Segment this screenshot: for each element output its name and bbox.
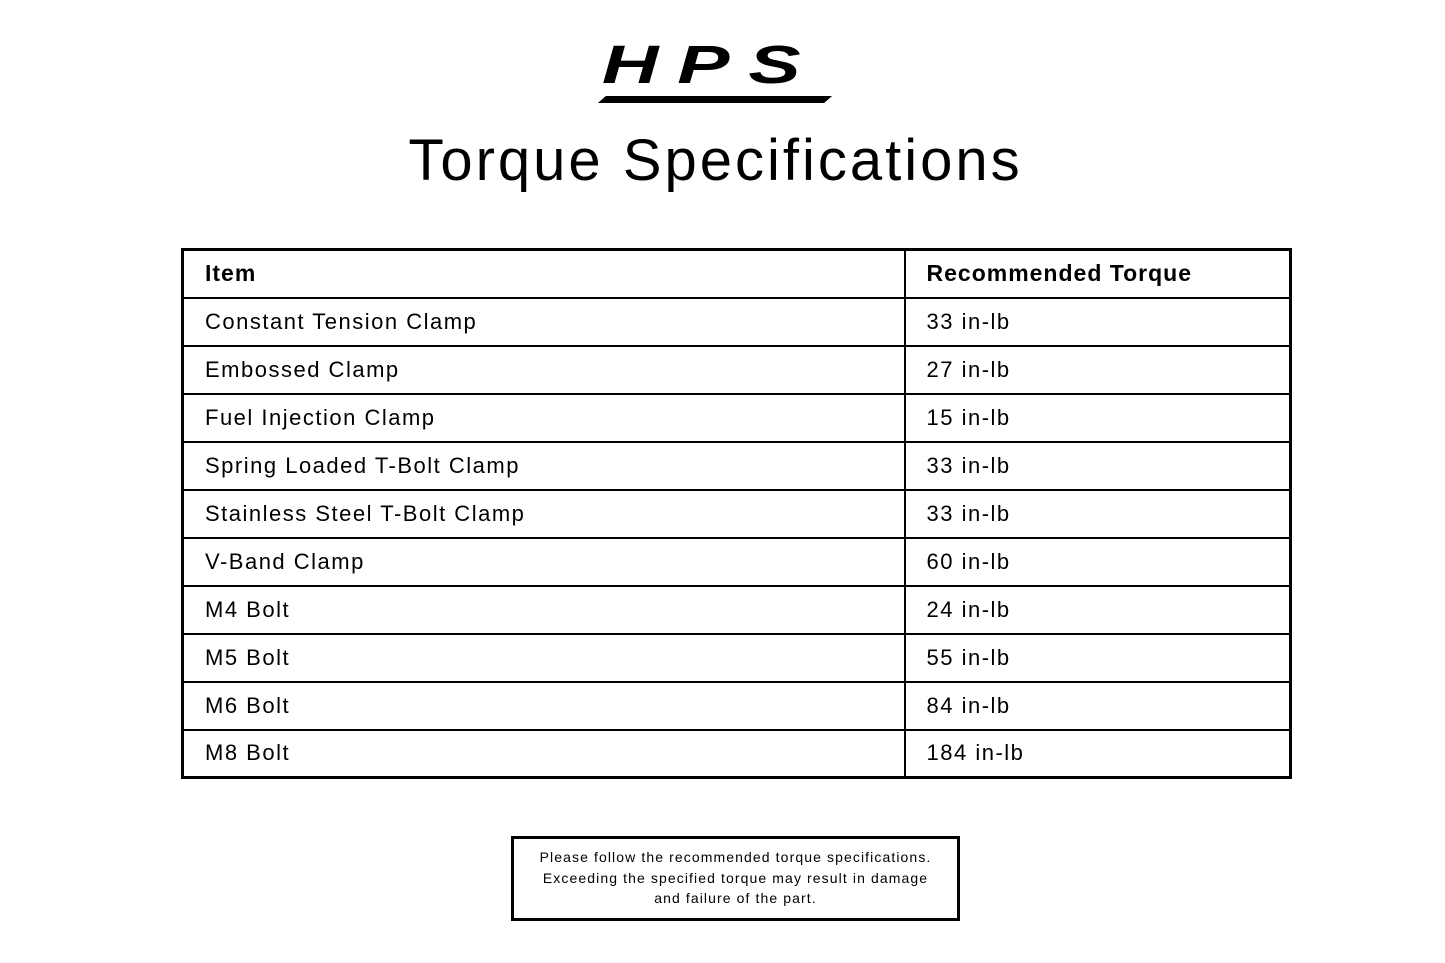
item-cell: Constant Tension Clamp bbox=[183, 298, 905, 346]
torque-cell: 33 in-lb bbox=[905, 442, 1291, 490]
item-cell: M4 Bolt bbox=[183, 586, 905, 634]
item-cell: V-Band Clamp bbox=[183, 538, 905, 586]
table-row bbox=[183, 682, 1291, 730]
torque-cell: 55 in-lb bbox=[905, 634, 1291, 682]
torque-cell: 33 in-lb bbox=[905, 490, 1291, 538]
item-cell: Stainless Steel T-Bolt Clamp bbox=[183, 490, 905, 538]
item-cell: M8 Bolt bbox=[183, 730, 905, 778]
torque-cell: 15 in-lb bbox=[905, 394, 1291, 442]
torque-cell: 27 in-lb bbox=[905, 346, 1291, 394]
column-header-item: Item bbox=[183, 250, 905, 298]
table-header-row bbox=[183, 250, 1291, 298]
table-row bbox=[183, 490, 1291, 538]
table-body bbox=[183, 298, 1291, 778]
table-row bbox=[183, 298, 1291, 346]
item-cell: Embossed Clamp bbox=[183, 346, 905, 394]
hps-logo-swoosh bbox=[598, 96, 832, 103]
item-cell: Spring Loaded T-Bolt Clamp bbox=[183, 442, 905, 490]
torque-cell: 33 in-lb bbox=[905, 298, 1291, 346]
torque-spec-table bbox=[181, 248, 1292, 779]
torque-cell: 184 in-lb bbox=[905, 730, 1291, 778]
note-line: Please follow the recommended torque specifications. bbox=[539, 849, 932, 865]
torque-warning-note bbox=[511, 836, 960, 921]
hps-logo-text: HPS bbox=[601, 35, 820, 95]
table-row bbox=[183, 730, 1291, 778]
note-line: and failure of the part. bbox=[654, 890, 817, 906]
table-row bbox=[183, 634, 1291, 682]
item-cell: M6 Bolt bbox=[183, 682, 905, 730]
item-cell: Fuel Injection Clamp bbox=[183, 394, 905, 442]
page-title: Torque Specifications bbox=[408, 128, 1023, 193]
torque-cell: 24 in-lb bbox=[905, 586, 1291, 634]
hps-logo-mark bbox=[601, 35, 828, 103]
table-row bbox=[183, 394, 1291, 442]
table-row bbox=[183, 346, 1291, 394]
column-header-torque: Recommended Torque bbox=[905, 250, 1291, 298]
table-row bbox=[183, 586, 1291, 634]
torque-cell: 60 in-lb bbox=[905, 538, 1291, 586]
table-row bbox=[183, 442, 1291, 490]
item-cell: M5 Bolt bbox=[183, 634, 905, 682]
hps-logo bbox=[0, 35, 1430, 103]
table-row bbox=[183, 538, 1291, 586]
torque-cell: 84 in-lb bbox=[905, 682, 1291, 730]
note-line: Exceeding the specified torque may result in damage bbox=[542, 869, 929, 886]
table-header bbox=[183, 250, 1291, 298]
